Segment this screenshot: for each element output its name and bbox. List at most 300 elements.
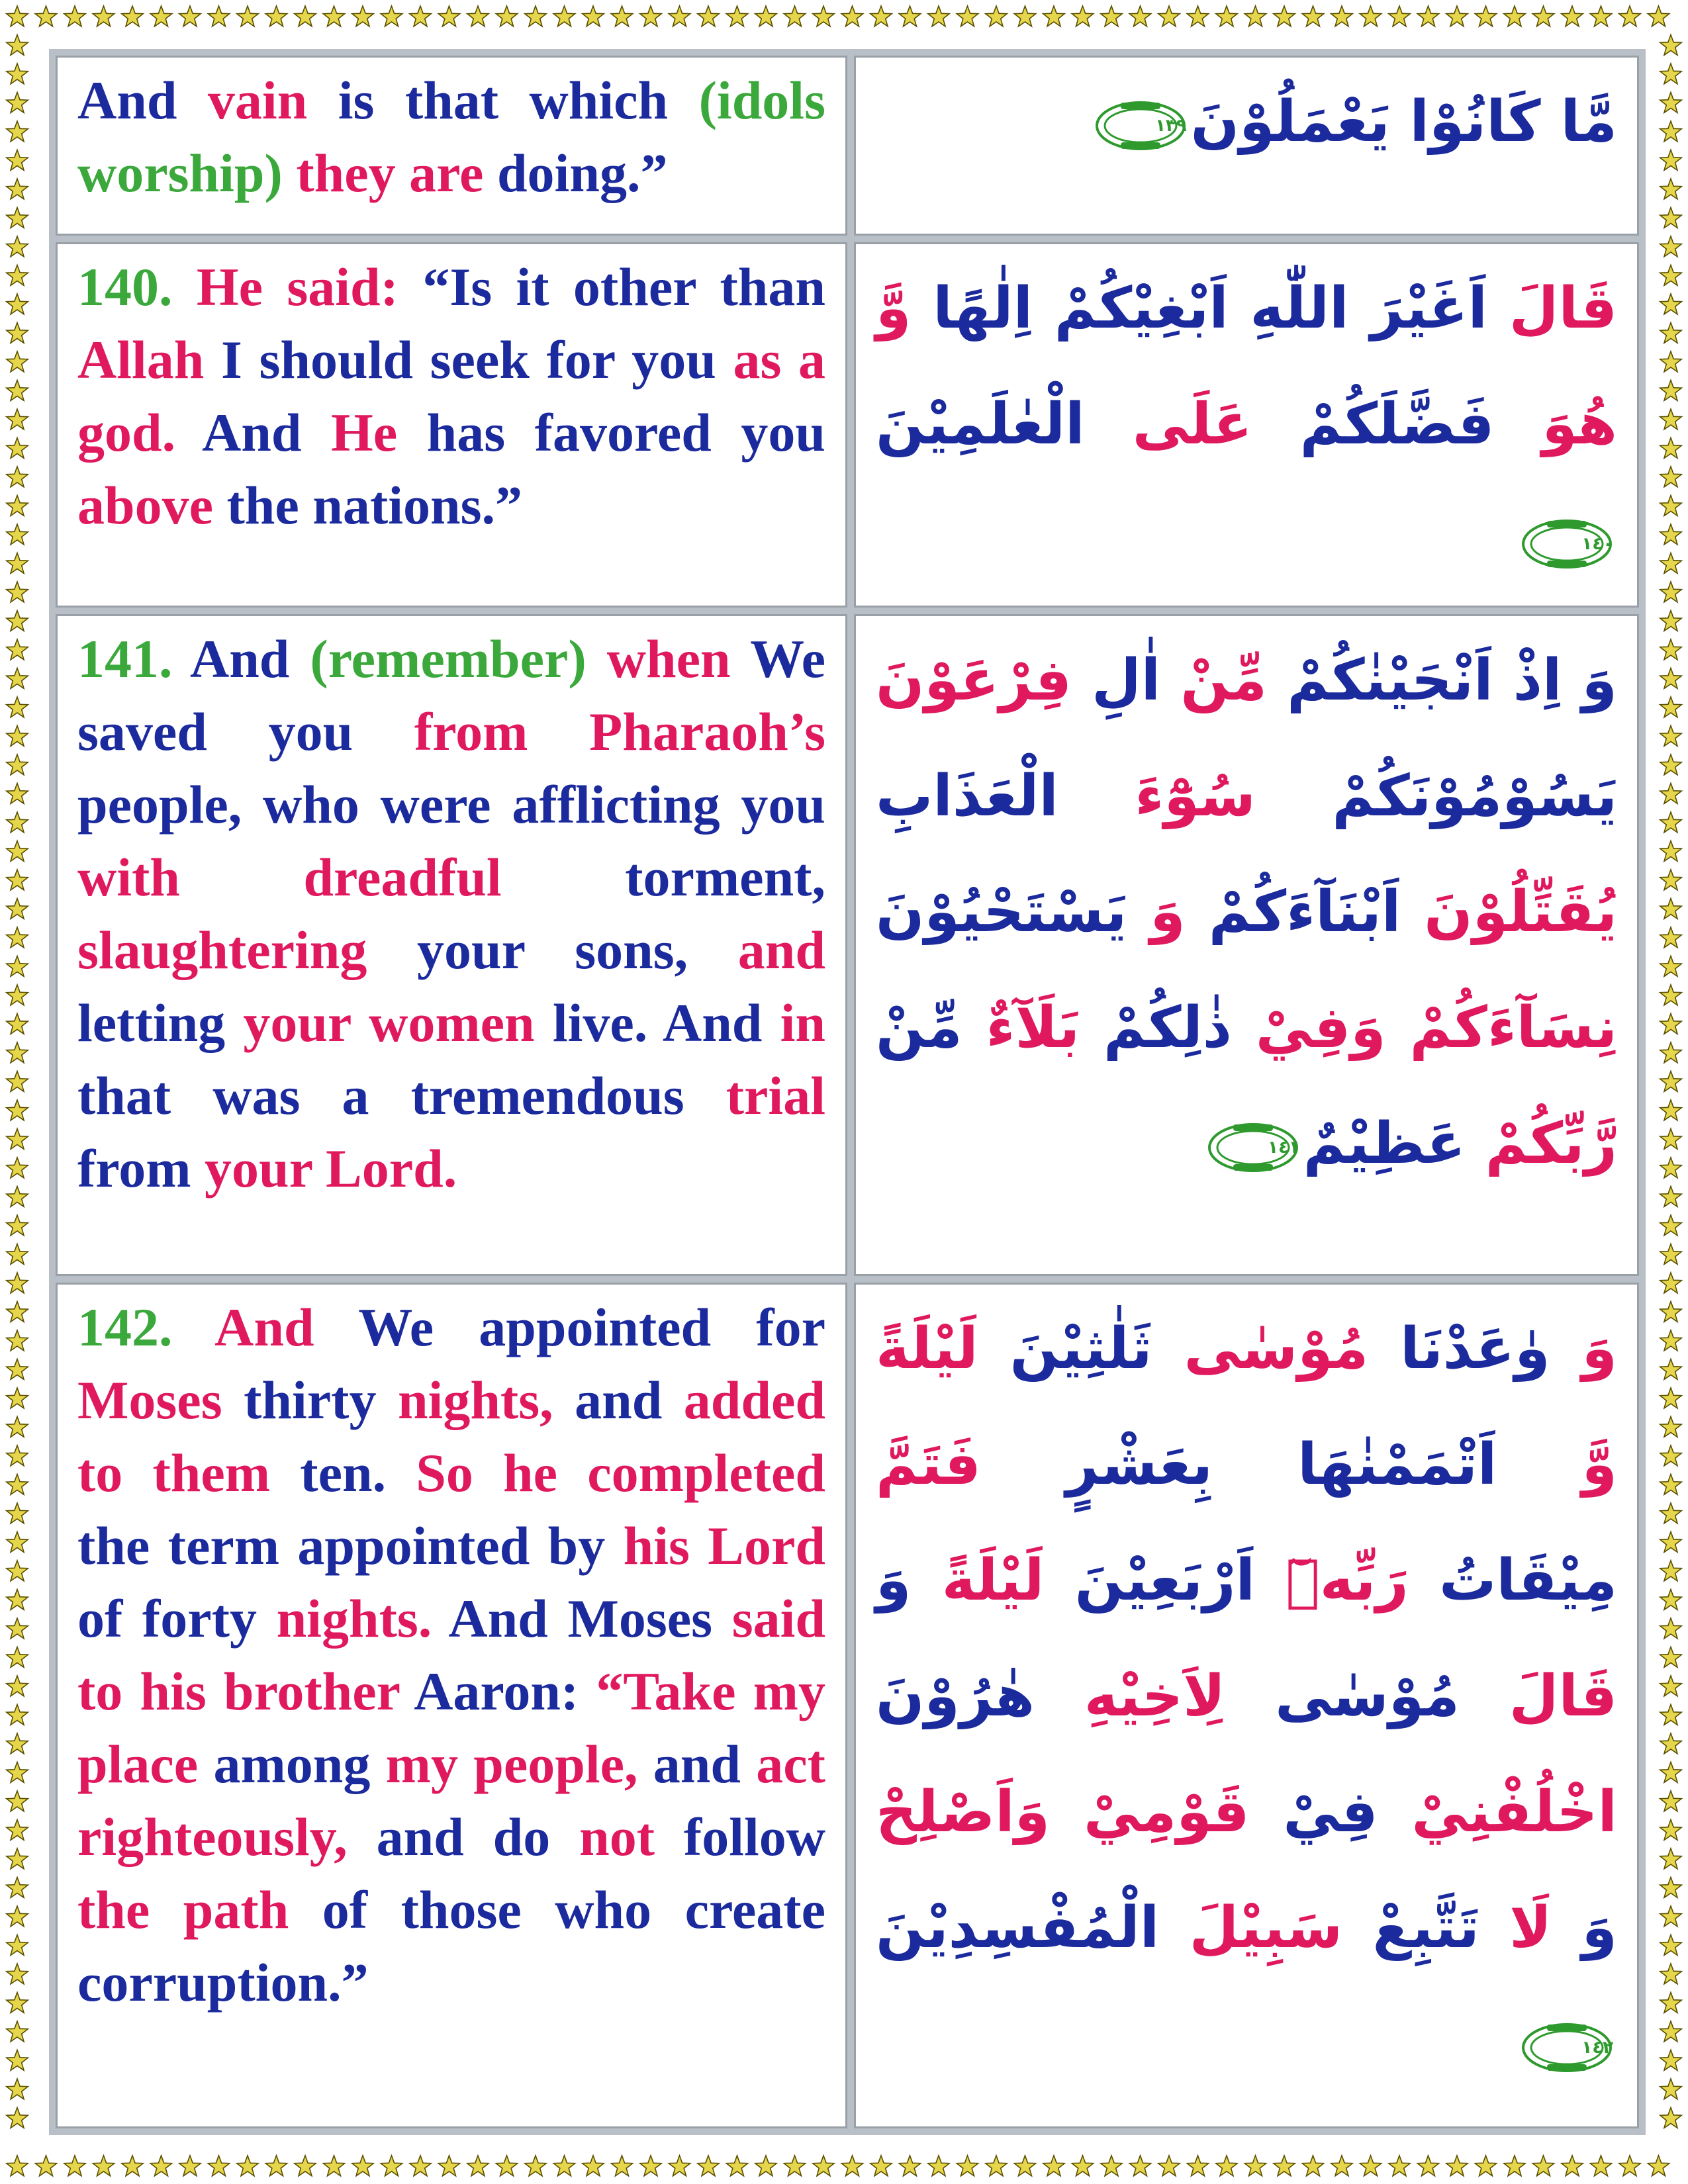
star-icon (1129, 6, 1150, 26)
english-segment: thirty (244, 1370, 398, 1430)
english-segment: from Pharaoh’s (414, 702, 825, 762)
star-icon (7, 2108, 28, 2128)
arabic-segment: وَ (1552, 1895, 1617, 1961)
arabic-segment: وَ (1550, 1316, 1617, 1382)
verse-end-medallion-icon (1094, 100, 1187, 152)
english-segment: letting (77, 993, 244, 1053)
star-icon (7, 1475, 28, 1495)
star-icon (7, 1878, 28, 1898)
star-icon (525, 6, 546, 26)
star-icon (1660, 639, 1681, 660)
english-segment: 141. (77, 629, 190, 689)
star-icon (640, 6, 661, 26)
star-icon (1660, 985, 1681, 1005)
star-icon (7, 927, 28, 948)
star-icon (1660, 1475, 1681, 1495)
star-icon (438, 6, 459, 26)
star-icon (7, 1129, 28, 1150)
star-icon (1660, 1676, 1681, 1696)
star-icon (122, 2156, 143, 2176)
arabic-segment: اَبْنَآءَكُمْ (1185, 879, 1401, 945)
star-icon (784, 6, 805, 26)
star-icon (7, 381, 28, 401)
star-icon (1660, 582, 1681, 602)
star-icon (1660, 93, 1681, 113)
verse-number: ١٤١ (1268, 1137, 1299, 1158)
star-icon (669, 6, 690, 26)
arabic-segment: عَلَى (1084, 391, 1252, 457)
star-icon (1660, 2079, 1681, 2099)
star-icon (7, 553, 28, 574)
arabic-text-141 (854, 614, 1639, 1276)
star-icon (7, 1647, 28, 1668)
arabic-segment: مِّنْ (876, 995, 962, 1061)
arabic-segment: قَالَ (1459, 1663, 1618, 1729)
star-icon (1302, 2156, 1323, 2176)
star-icon (1660, 265, 1681, 286)
arabic-segment: مُوْسٰى (1225, 1663, 1460, 1729)
english-segment: your Lord. (205, 1138, 457, 1199)
star-icon (1562, 2156, 1583, 2176)
star-icon (1475, 6, 1496, 26)
verse-row-140 (56, 242, 1639, 608)
star-icon (7, 1042, 28, 1063)
star-icon (1360, 2156, 1381, 2176)
star-icon (7, 1215, 28, 1236)
star-icon (7, 1187, 28, 1207)
verse-row-139 (56, 56, 1639, 236)
star-icon (1660, 1273, 1681, 1293)
star-icon (7, 1100, 28, 1120)
star-icon (1660, 1993, 1681, 2013)
arabic-segment: فِيْ (1249, 1779, 1378, 1845)
star-icon (957, 6, 978, 26)
star-icon (7, 236, 28, 257)
star-icon (1660, 323, 1681, 343)
star-icon (1660, 1071, 1681, 1092)
star-icon (986, 2156, 1007, 2176)
english-segment: Moses (77, 1370, 244, 1430)
star-icon (7, 697, 28, 717)
arabic-segment: لَا (1479, 1895, 1552, 1961)
star-icon (7, 1417, 28, 1437)
english-segment: And (189, 629, 310, 689)
arabic-segment: هٰرُوْنَ (876, 1663, 1035, 1729)
arabic-segment: مِيْقَاتُ (1408, 1547, 1617, 1614)
star-icon (1660, 1158, 1681, 1178)
english-segment: ten. (300, 1443, 416, 1503)
star-icon (1660, 150, 1681, 171)
star-icon (7, 1273, 28, 1293)
star-icon (1660, 1762, 1681, 1783)
star-icon (1417, 2156, 1438, 2176)
star-icon (1660, 1906, 1681, 1927)
english-segment: slaughtering (77, 920, 418, 980)
arabic-segment: فَتَمَّ (876, 1432, 981, 1498)
star-icon (726, 2156, 747, 2176)
star-icon (1660, 1359, 1681, 1380)
star-icon (7, 150, 28, 171)
star-icon (438, 2156, 459, 2176)
star-icon (7, 35, 28, 56)
english-segment: Aaron: (414, 1661, 596, 1721)
english-segment: above (77, 475, 227, 535)
star-icon (7, 754, 28, 775)
star-icon (410, 6, 431, 26)
star-icon (1187, 2156, 1208, 2176)
arabic-segment: رَبِّهٖٓ (1254, 1547, 1409, 1614)
english-segment: trial (726, 1066, 825, 1126)
star-icon (1660, 726, 1681, 747)
star-icon (1660, 2050, 1681, 2071)
english-segment: with dreadful (77, 847, 626, 907)
star-icon (1660, 899, 1681, 919)
star-icon (7, 1848, 28, 1869)
arabic-segment: عَظِيْمٌ (1303, 1111, 1466, 1177)
star-icon (1504, 6, 1525, 26)
english-segment: your sons, (417, 920, 738, 980)
arabic-segment: الْمُفْسِدِيْنَ (876, 1895, 1160, 1961)
star-icon (7, 841, 28, 862)
star-icon (1660, 611, 1681, 631)
star-icon (7, 409, 28, 430)
star-icon (1216, 6, 1237, 26)
arabic-segment: مَّا كَانُوْا يَعْمَلُوْنَ (1190, 89, 1617, 155)
star-icon (7, 1503, 28, 1524)
english-segment: So he completed (416, 1443, 825, 1503)
arabic-text-139 (854, 56, 1639, 236)
star-icon (899, 6, 920, 26)
star-icon (265, 6, 287, 26)
star-icon (7, 179, 28, 199)
star-icon (553, 2156, 575, 2176)
english-segment: from (77, 1138, 205, 1199)
star-icon (7, 1964, 28, 1984)
star-icon (1043, 2156, 1064, 2176)
english-segment: is that which (338, 70, 699, 130)
star-icon (7, 208, 28, 228)
star-icon (1660, 1215, 1681, 1236)
english-segment: act righteously, (77, 1734, 825, 1867)
star-icon (1014, 6, 1035, 26)
star-icon (7, 1302, 28, 1322)
star-icon (1660, 1561, 1681, 1581)
star-icon (755, 2156, 776, 2176)
star-icon (1660, 1014, 1681, 1034)
star-icon (122, 6, 143, 26)
star-icon (1660, 524, 1681, 545)
star-icon (784, 2156, 805, 2176)
star-icon (1274, 2156, 1295, 2176)
star-icon (1660, 812, 1681, 833)
star-icon (7, 582, 28, 602)
verse-number: ١٣٩ (1155, 115, 1187, 136)
arabic-segment: اَتْمَمْنٰهَا بِعَشْرٍ (980, 1432, 1497, 1498)
english-segment: We saved you (77, 629, 825, 762)
star-icon (1590, 6, 1611, 26)
star-icon (93, 6, 114, 26)
star-icon (1014, 2156, 1035, 2176)
english-segment: vain (207, 70, 338, 130)
english-segment: nights, (397, 1370, 575, 1430)
star-icon (295, 6, 316, 26)
star-icon (1660, 351, 1681, 372)
star-icon (1562, 6, 1583, 26)
english-segment: I should seek for you (220, 330, 733, 390)
star-icon (467, 2156, 489, 2176)
verse-end-medallion-icon (1521, 518, 1613, 570)
star-icon (7, 2050, 28, 2071)
star-icon (1660, 784, 1681, 804)
verse-number: ١٤٠ (1581, 533, 1613, 554)
star-icon (7, 1445, 28, 1466)
star-icon (323, 2156, 344, 2176)
star-icon (1660, 1187, 1681, 1207)
star-icon (1389, 6, 1410, 26)
star-icon (986, 6, 1007, 26)
arabic-segment: اَرْبَعِيْنَ (1044, 1547, 1255, 1614)
arabic-segment: ذٰلِكُمْ (1080, 995, 1232, 1061)
arabic-segment: وَاَصْلِحْ (876, 1779, 1051, 1845)
star-icon (7, 323, 28, 343)
star-icon (1043, 6, 1064, 26)
english-segment: He said: (196, 257, 423, 317)
star-icon (1660, 1244, 1681, 1265)
star-icon (1660, 668, 1681, 689)
star-icon (1216, 2156, 1237, 2176)
star-icon (7, 784, 28, 804)
english-segment: the nations.” (226, 475, 523, 535)
star-icon (1660, 64, 1681, 84)
arabic-segment: تَتَّبِعْ (1342, 1895, 1479, 1961)
star-icon (1660, 1042, 1681, 1063)
star-icon (7, 1935, 28, 1956)
arabic-segment: لِاَخِيْهِ (1035, 1663, 1226, 1729)
english-segment: my people, (385, 1734, 653, 1794)
star-icon (1660, 1417, 1681, 1437)
arabic-segment: فَضَّلَكُمْ (1252, 391, 1495, 457)
star-icon (7, 1906, 28, 1927)
english-segment: they are (296, 143, 497, 203)
star-icon (7, 1791, 28, 1811)
verse-number: ١٤٢ (1581, 2037, 1613, 2058)
star-icon (323, 6, 344, 26)
star-icon (7, 438, 28, 459)
star-icon (1660, 467, 1681, 487)
star-icon (1660, 841, 1681, 862)
arabic-segment: وٰعَدْنَا (1368, 1316, 1550, 1382)
star-icon (611, 2156, 632, 2176)
star-icon (1619, 2156, 1640, 2176)
star-icon (1101, 2156, 1122, 2176)
star-icon (1660, 35, 1681, 56)
arabic-segment: نِسَآءَكُمْ وَفِيْ (1231, 995, 1618, 1061)
arabic-segment: وَ (876, 1547, 912, 1614)
star-icon (1475, 2156, 1496, 2176)
star-icon (7, 1244, 28, 1265)
star-icon (179, 6, 201, 26)
star-icon (1660, 1935, 1681, 1956)
star-icon (7, 6, 28, 26)
star-icon (7, 870, 28, 890)
star-icon (1660, 496, 1681, 516)
star-icon (35, 6, 56, 26)
star-icon (7, 467, 28, 487)
arabic-segment: يَسُوْمُوْنَكُمْ (1255, 763, 1617, 829)
star-icon (1446, 6, 1468, 26)
star-icon (7, 1158, 28, 1178)
star-icon (1660, 553, 1681, 574)
star-icon (7, 1705, 28, 1725)
star-icon (1660, 179, 1681, 199)
star-icon (1660, 294, 1681, 314)
star-icon (1417, 6, 1438, 26)
star-icon (1660, 1964, 1681, 1984)
english-segment: his Lord (623, 1516, 826, 1576)
star-icon (813, 6, 834, 26)
star-icon (870, 6, 892, 26)
star-icon (64, 6, 85, 26)
english-segment: doing.” (496, 143, 668, 203)
star-icon (928, 2156, 949, 2176)
star-icon (7, 1388, 28, 1408)
star-icon (7, 1762, 28, 1783)
star-icon (1072, 2156, 1093, 2176)
star-icon (208, 2156, 229, 2176)
english-segment: and do (376, 1807, 580, 1867)
star-icon (7, 524, 28, 545)
arabic-segment: وَ اِذْ (1493, 647, 1617, 713)
star-icon (352, 6, 373, 26)
star-icon (150, 6, 171, 26)
star-icon (1187, 6, 1208, 26)
english-segment: 142. (77, 1297, 215, 1357)
star-icon (35, 2156, 56, 2176)
english-segment: and (653, 1734, 757, 1794)
star-icon (1660, 121, 1681, 142)
star-icon (870, 2156, 892, 2176)
english-segment: as a god. (77, 330, 825, 463)
arabic-segment: اَنْجَيْنٰكُمْ (1266, 647, 1493, 713)
star-icon (150, 2156, 171, 2176)
english-translation-141 (56, 614, 847, 1276)
star-icon (669, 2156, 690, 2176)
english-translation-139 (56, 56, 847, 236)
english-segment: of those who create corruption.” (77, 1880, 825, 2013)
english-segment: in (780, 993, 825, 1053)
star-icon (1072, 6, 1093, 26)
arabic-text-140 (854, 242, 1639, 608)
english-segment: 140. (77, 257, 197, 317)
star-icon (1660, 1848, 1681, 1869)
arabic-segment: لَيْلَةً (911, 1547, 1045, 1614)
star-icon (7, 1014, 28, 1034)
star-icon (1158, 2156, 1180, 2176)
star-icon (1660, 1388, 1681, 1408)
star-icon (7, 2156, 28, 2176)
english-segment: and (575, 1370, 684, 1430)
star-icon (93, 2156, 114, 2176)
verse-table (49, 49, 1646, 2135)
star-icon (7, 64, 28, 84)
english-segment: He (331, 402, 427, 463)
star-icon (1532, 2156, 1554, 2176)
english-segment: We appointed for (358, 1297, 825, 1357)
arabic-segment: يَسْتَحْيُوْنَ (876, 879, 1127, 945)
arabic-text-142 (854, 1283, 1639, 2128)
arabic-segment: الْعَذَابِ (876, 763, 1058, 829)
star-icon (698, 6, 719, 26)
star-icon (7, 1820, 28, 1841)
star-icon (1660, 956, 1681, 977)
english-segment: (idols worship) (77, 70, 825, 203)
star-icon (1660, 1878, 1681, 1898)
star-icon (1101, 6, 1122, 26)
star-icon (64, 2156, 85, 2176)
star-icon (1446, 2156, 1468, 2176)
star-icon (1331, 2156, 1352, 2176)
star-icon (726, 6, 747, 26)
star-icon (1389, 2156, 1410, 2176)
star-icon (1660, 236, 1681, 257)
star-icon (7, 1532, 28, 1553)
star-icon (496, 6, 517, 26)
english-segment: nights. (276, 1588, 449, 1649)
star-icon (755, 6, 776, 26)
english-segment: “Take my place (77, 1661, 825, 1794)
star-icon (7, 93, 28, 113)
star-icon (525, 2156, 546, 2176)
star-icon (1660, 1445, 1681, 1466)
star-icon (7, 1590, 28, 1610)
english-segment: the term appointed by (77, 1516, 624, 1576)
star-icon (7, 639, 28, 660)
star-icon (698, 2156, 719, 2176)
star-icon (295, 2156, 316, 2176)
star-icon (553, 6, 575, 26)
star-icon (7, 1359, 28, 1380)
star-icon (1660, 1503, 1681, 1524)
arabic-segment: ثَلٰثِيْنَ (978, 1316, 1152, 1382)
star-icon (841, 2156, 863, 2176)
star-icon (1660, 1100, 1681, 1120)
star-icon (7, 1330, 28, 1351)
english-segment: and (737, 920, 826, 980)
star-icon (1660, 1618, 1681, 1639)
star-icon (7, 351, 28, 372)
english-segment: (remember) (310, 629, 607, 689)
english-segment: And Moses (448, 1588, 732, 1649)
star-icon (1660, 870, 1681, 890)
star-icon (467, 6, 489, 26)
star-icon (7, 496, 28, 516)
english-segment: of forty (77, 1588, 277, 1649)
star-icon (1660, 1302, 1681, 1322)
star-icon (583, 6, 604, 26)
english-segment: said to his brother (77, 1588, 825, 1721)
english-segment: And (214, 1297, 359, 1357)
english-segment: the path (77, 1880, 322, 1940)
star-icon (1660, 438, 1681, 459)
arabic-segment: يُقَتِّلُوْنَ (1401, 879, 1617, 945)
verse-row-142 (56, 1283, 1639, 2128)
star-icon (928, 6, 949, 26)
star-icon (1158, 6, 1180, 26)
star-icon (7, 956, 28, 977)
star-icon (7, 1561, 28, 1581)
star-icon (7, 121, 28, 142)
english-segment: And (202, 402, 331, 463)
